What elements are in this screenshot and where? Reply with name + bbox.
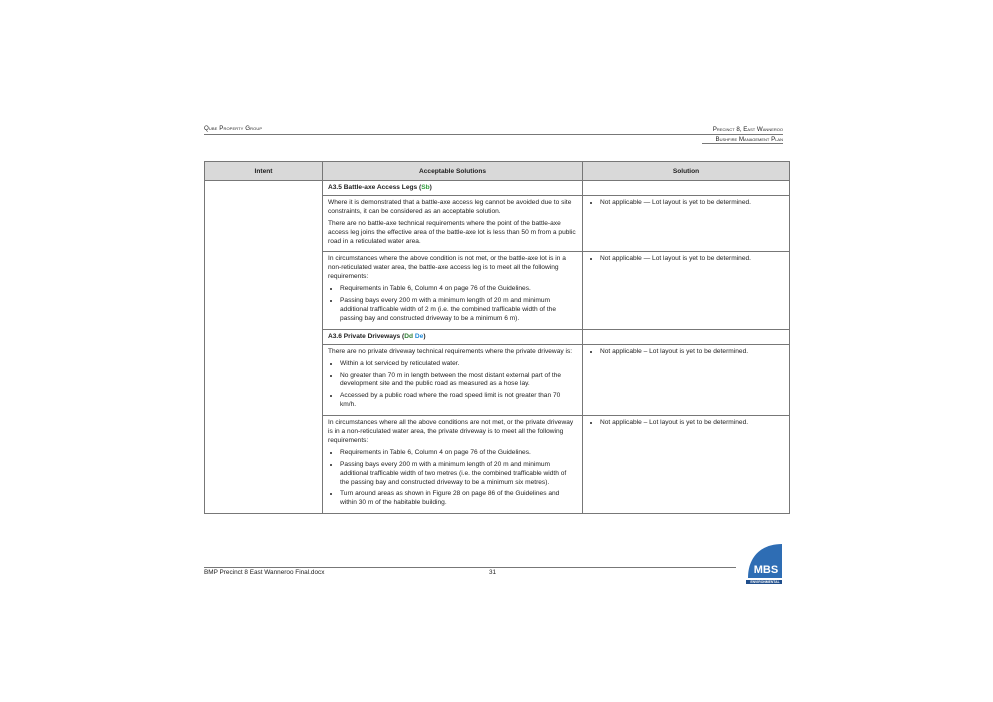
section-title-a35 (323, 181, 583, 196)
paragraph: There are no private driveway technical requirements where the private driveway is: (328, 347, 573, 355)
requirements-table (204, 161, 790, 514)
solution-cell-empty (583, 329, 790, 344)
logo-subtext: ENVIRONMENTAL (750, 580, 780, 584)
list-item: • Not applicable – Lot layout is yet to be determined. (600, 419, 784, 428)
list-item: • Not applicable — Lot layout is yet to be determined. (600, 255, 784, 264)
list-item: • Accessed by a public road where the road speed limit is not greater than 70 km/h. (340, 392, 577, 410)
header-company: Qube Property Group (204, 125, 263, 132)
acceptable-solution-cell (323, 252, 583, 329)
table-header-row (205, 162, 790, 181)
mbs-logo-icon (744, 542, 784, 584)
header-rule (204, 134, 783, 135)
section-code: Dd (404, 332, 414, 340)
section-code: De (414, 332, 424, 340)
header-doc-title: Bushfire Management Plan (715, 135, 783, 143)
paragraph: In circumstances where all the above conditions are not met, or the private driveway is in a non-reticulated water area, the private driveway is to meet all the following requirements: (328, 419, 574, 444)
acceptable-solution-cell (323, 195, 583, 252)
table-row (205, 181, 790, 196)
logo-text: MBS (753, 564, 779, 576)
intent-cell (205, 181, 323, 514)
solution-cell (583, 252, 790, 329)
solution-cell (583, 344, 790, 415)
list-item: • Passing bays every 200 m with a minimum length of 20 m and minimum additional trafficable width of 2 m (i.e. the combined trafficable width of the passing bay and constructed driveway to be a minimum 6 m). (340, 297, 577, 324)
solution-cell (583, 416, 790, 514)
list-item: • Requirements in Table 6, Column 4 on page 76 of the Guidelines. (340, 285, 577, 294)
list-item: • Requirements in Table 6, Column 4 on page 76 of the Guidelines. (340, 449, 577, 458)
list-item: • Within a lot serviced by reticulated water. (340, 360, 577, 369)
footer-rule (204, 567, 736, 568)
solution-cell (583, 195, 790, 252)
list-item: • Passing bays every 200 m with a minimum length of 20 m and minimum additional trafficable width of two metres (i.e. the combined trafficable width of the passing bay and constructed driveway to be a minimum six metres). (340, 461, 577, 488)
list-item: • Not applicable — Lot layout is yet to be determined. (600, 199, 784, 208)
list-item: • Turn around areas as shown in Figure 28 on page 86 of the Guidelines and within 30 m of the habitable building. (340, 490, 577, 508)
section-title-close: ) (423, 332, 426, 340)
column-header: Acceptable Solutions (323, 162, 583, 181)
header-project: Precinct 8, East Wanneroo (712, 126, 783, 133)
mbs-logo (744, 542, 784, 584)
list-item: • No greater than 70 m in length between the most distant external part of the development site and the public road as measured as a hose lay. (340, 372, 577, 390)
section-title-text: A3.5 Battle-axe Access Legs ( (328, 184, 422, 191)
solution-cell-empty (583, 181, 790, 196)
acceptable-solution-cell (323, 416, 583, 514)
column-header: Intent (205, 162, 323, 181)
footer-filename: BMP Precinct 8 East Wanneroo Final.docx (204, 569, 325, 576)
list-item: • Not applicable – Lot layout is yet to be determined. (600, 348, 784, 357)
section-title-a36 (323, 329, 583, 344)
section-title-close: ) (429, 184, 432, 191)
paragraph: There are no battle-axe technical requirements where the point of the battle-axe access leg joins the effective area of the battle-axe lot is less than 50 m from a public road in a reticulated water area. (328, 219, 576, 245)
paragraph: Where it is demonstrated that a battle-axe access leg cannot be avoided due to site constraints, it can be considered as an acceptable solution. (328, 198, 572, 215)
paragraph: In circumstances where the above condition is not met, or the battle-axe lot is in a non-reticulated water area, the battle-axe access leg is to meet all the following requirements: (328, 255, 566, 281)
column-header: Solution (583, 162, 790, 181)
section-title-text: A3.6 Private Driveways ( (328, 332, 405, 340)
section-code: Sb (421, 184, 430, 191)
header-rule-short (702, 143, 783, 144)
page-number: 31 (489, 569, 497, 576)
acceptable-solution-cell (323, 344, 583, 415)
